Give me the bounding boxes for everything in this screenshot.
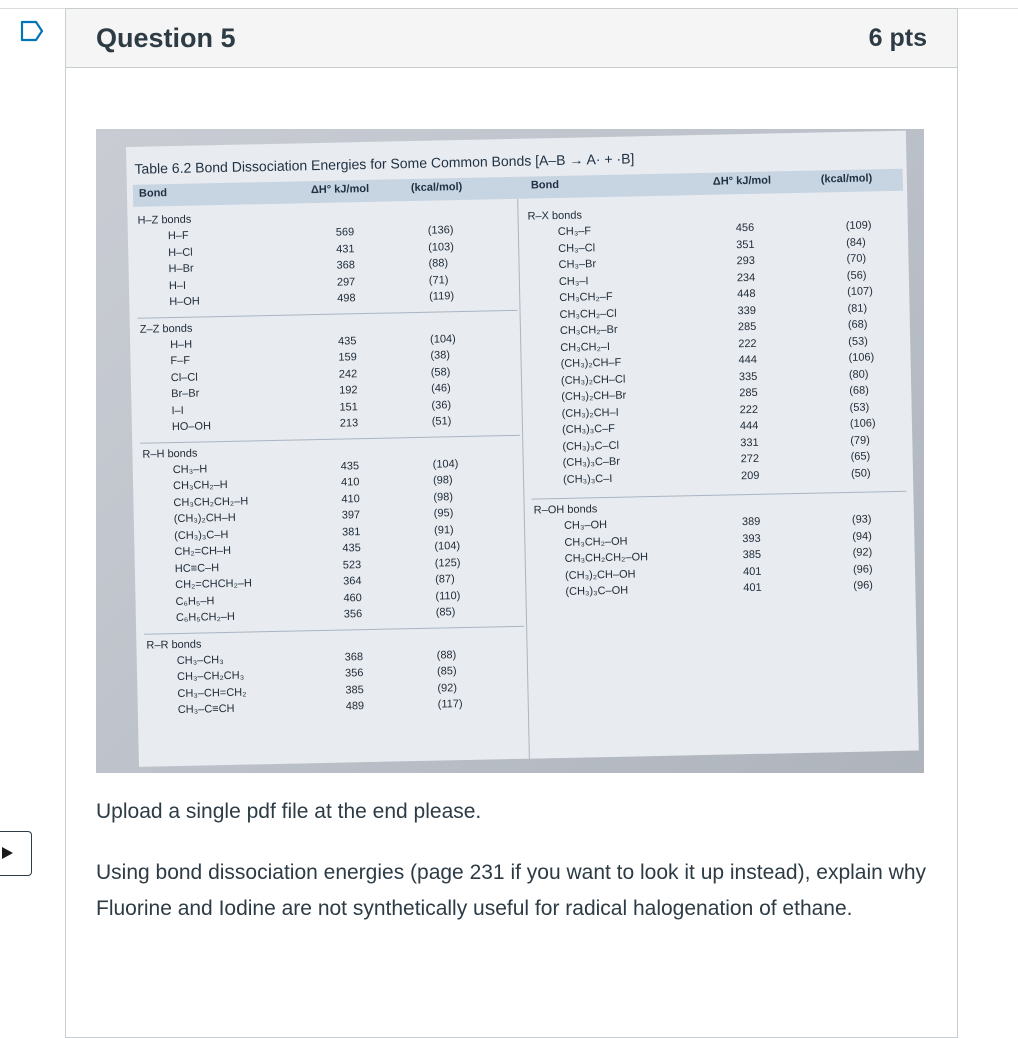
energy-kj: 401 bbox=[743, 581, 762, 595]
energy-kcal: (36) bbox=[431, 398, 452, 412]
energy-kj: 456 bbox=[735, 221, 755, 235]
energy-kcal: (65) bbox=[850, 450, 871, 463]
upload-instruction: Upload a single pdf file at the end please. bbox=[96, 800, 482, 823]
bond-name: CH₂=CH–H bbox=[174, 544, 232, 559]
energy-kj: 339 bbox=[737, 304, 757, 317]
energy-kcal: (109) bbox=[845, 219, 872, 232]
energy-kj: 297 bbox=[336, 275, 356, 289]
question-card bbox=[65, 8, 958, 1038]
question-text: Using bond dissociation energies (page 231 if you want to look it up instead), explain why Fluorine and Iodine are not synthetically useful for radical halogenation of ethane. bbox=[96, 861, 927, 920]
question-header bbox=[66, 9, 957, 68]
question-title: Question 5 bbox=[96, 22, 236, 53]
energy-kcal: (84) bbox=[846, 236, 866, 249]
bond-name: CH₃–C≡CH bbox=[177, 702, 235, 717]
energy-kcal: (87) bbox=[435, 573, 455, 586]
bond-name: CH₃CH₂–Br bbox=[559, 323, 618, 337]
bond-name: (CH₃)₃C–Cl bbox=[562, 439, 620, 453]
bond-name: C₆H₅CH₂–H bbox=[175, 610, 235, 625]
section-divider bbox=[138, 309, 518, 318]
bond-name: H–F bbox=[167, 229, 189, 243]
question-points: 6 pts bbox=[868, 23, 927, 52]
table-header-cell: (kcal/mol) bbox=[820, 172, 873, 186]
energy-kcal: (98) bbox=[432, 474, 453, 487]
energy-kj: 368 bbox=[344, 650, 364, 664]
current-question-marker[interactable] bbox=[0, 831, 32, 876]
bond-name: (CH₃)₂CH–Br bbox=[561, 389, 627, 403]
energy-kcal: (119) bbox=[429, 290, 455, 303]
energy-kj: 401 bbox=[742, 565, 762, 578]
bond-name: (CH₃)₂CH–F bbox=[560, 356, 622, 370]
energy-kcal: (91) bbox=[433, 523, 454, 537]
energy-kj: 285 bbox=[739, 386, 758, 400]
energy-kcal: (50) bbox=[850, 466, 871, 480]
bond-name: (CH₃)₂CH–I bbox=[561, 406, 619, 420]
bond-name: (CH₃)₃C–Br bbox=[562, 455, 621, 469]
bond-name: (CH₃)₂CH–Cl bbox=[560, 373, 626, 387]
bond-name: CH₃CH₂–OH bbox=[564, 535, 628, 549]
energy-kcal: (88) bbox=[436, 648, 457, 662]
energy-kj: 435 bbox=[337, 334, 357, 348]
bond-name: (CH₃)₃C–F bbox=[561, 422, 616, 436]
energy-kcal: (80) bbox=[848, 368, 869, 381]
bond-name: H–H bbox=[170, 338, 193, 351]
energy-kcal: (70) bbox=[846, 252, 867, 265]
bond-name: (CH₃)₂CH–OH bbox=[564, 567, 636, 582]
table-header-cell: ΔH° kJ/mol bbox=[310, 182, 370, 197]
section-divider bbox=[140, 434, 520, 443]
energy-kcal: (56) bbox=[846, 269, 867, 282]
bond-name: CH₃–I bbox=[558, 274, 589, 288]
bond-name: CH₃CH₂–H bbox=[172, 478, 228, 493]
energy-kj: 393 bbox=[742, 532, 761, 545]
section-label: R–R bonds bbox=[146, 638, 202, 652]
energy-kj: 335 bbox=[738, 370, 758, 383]
energy-kj: 431 bbox=[336, 242, 355, 256]
bond-name: I–I bbox=[171, 404, 184, 417]
energy-kj: 410 bbox=[341, 492, 360, 506]
energy-kj: 498 bbox=[337, 292, 356, 305]
energy-kcal: (94) bbox=[852, 529, 872, 543]
bond-name: F–F bbox=[170, 354, 191, 368]
table-header-cell: (kcal/mol) bbox=[410, 180, 463, 195]
bond-name: (CH₃)₂CH–H bbox=[173, 511, 236, 526]
energy-kcal: (104) bbox=[429, 332, 456, 346]
section-label: R–H bonds bbox=[142, 447, 198, 461]
energy-kcal: (117) bbox=[437, 698, 463, 711]
bond-name: (CH₃)₃C–OH bbox=[565, 584, 629, 598]
energy-kcal: (103) bbox=[428, 240, 454, 254]
energy-kj: 489 bbox=[345, 700, 365, 713]
energy-kj: 364 bbox=[343, 575, 362, 588]
bond-name: CH₃–OH bbox=[563, 519, 608, 532]
table-title: Table 6.2 Bond Dissociation Energies for Some Common Bonds [A–B → A· + ·B] bbox=[134, 150, 635, 177]
column-divider bbox=[517, 199, 530, 759]
energy-kcal: (125) bbox=[434, 556, 461, 570]
energy-kj: 222 bbox=[739, 403, 759, 416]
energy-kj: 523 bbox=[342, 558, 362, 572]
table-photo bbox=[96, 129, 924, 773]
bond-name: Br–Br bbox=[171, 387, 200, 401]
bookmark-flag-icon[interactable] bbox=[20, 20, 44, 42]
energy-kcal: (38) bbox=[430, 349, 451, 362]
energy-kj: 435 bbox=[340, 459, 360, 473]
table-header-cell: Bond bbox=[530, 178, 560, 192]
energy-kcal: (51) bbox=[431, 415, 452, 428]
bond-name: CH₃–H bbox=[172, 462, 208, 476]
bond-name: CH₃CH₂–Cl bbox=[559, 307, 617, 321]
bond-name: CH₃CH₂–F bbox=[559, 290, 613, 304]
energy-kj: 222 bbox=[738, 337, 757, 350]
energy-kcal: (110) bbox=[435, 589, 461, 603]
energy-kj: 410 bbox=[340, 476, 360, 489]
energy-kj: 209 bbox=[740, 469, 760, 482]
bond-name: Cl–Cl bbox=[170, 371, 198, 384]
energy-kj: 460 bbox=[343, 591, 362, 605]
energy-kj: 151 bbox=[339, 400, 358, 414]
energy-kcal: (96) bbox=[853, 579, 874, 592]
table-header-cell: ΔH° kJ/mol bbox=[712, 174, 772, 188]
bond-name: (CH₃)₃C–I bbox=[562, 472, 613, 486]
energy-kj: 213 bbox=[339, 417, 359, 430]
energy-kj: 234 bbox=[736, 271, 756, 284]
current-question-arrow-icon bbox=[2, 847, 13, 859]
bond-name: H–I bbox=[168, 279, 187, 292]
energy-kj: 331 bbox=[740, 436, 759, 449]
textbook-page bbox=[126, 131, 919, 767]
energy-kcal: (58) bbox=[430, 365, 451, 379]
energy-kj: 389 bbox=[741, 515, 761, 529]
bond-name: CH₃–Br bbox=[558, 258, 597, 271]
energy-kcal: (104) bbox=[434, 540, 461, 553]
energy-kj: 242 bbox=[338, 367, 358, 381]
bond-name: HO–OH bbox=[171, 420, 212, 434]
energy-kj: 285 bbox=[737, 320, 757, 334]
energy-kcal: (93) bbox=[851, 513, 872, 526]
energy-kj: 356 bbox=[344, 667, 364, 680]
energy-kj: 444 bbox=[739, 419, 759, 433]
energy-kj: 385 bbox=[345, 683, 364, 697]
bond-name: CH₃–CH=CH₂ bbox=[177, 686, 247, 700]
energy-kcal: (53) bbox=[848, 335, 868, 348]
energy-kj: 351 bbox=[736, 238, 755, 251]
bond-name: CH₃CH₂–I bbox=[560, 340, 611, 354]
bond-name: CH₃CH₂CH₂–H bbox=[173, 495, 249, 509]
energy-kcal: (92) bbox=[437, 681, 458, 695]
bond-name: CH₃–CH₃ bbox=[176, 653, 224, 667]
energy-kcal: (104) bbox=[432, 457, 459, 471]
bond-name: C₆H₅–H bbox=[175, 594, 215, 608]
energy-kcal: (136) bbox=[427, 224, 454, 237]
bond-name: CH₃–CH₂CH₃ bbox=[176, 669, 245, 684]
bond-name: CH₃–F bbox=[557, 225, 592, 238]
energy-kcal: (96) bbox=[852, 562, 873, 576]
energy-kcal: (85) bbox=[435, 606, 456, 619]
section-label: H–Z bonds bbox=[137, 213, 192, 227]
energy-kcal: (107) bbox=[847, 285, 874, 298]
energy-kcal: (79) bbox=[850, 433, 870, 447]
energy-kcal: (71) bbox=[428, 273, 449, 287]
energy-kj: 448 bbox=[737, 287, 756, 301]
energy-kj: 192 bbox=[339, 384, 358, 397]
bond-name: H–Br bbox=[168, 262, 194, 276]
energy-kj: 397 bbox=[341, 509, 361, 522]
bond-name: (CH₃)₃C–H bbox=[174, 528, 229, 542]
section-divider bbox=[531, 491, 906, 500]
energy-kj: 293 bbox=[736, 254, 756, 268]
bond-name: CH₃CH₂CH₂–OH bbox=[564, 551, 649, 565]
energy-kcal: (81) bbox=[847, 302, 868, 315]
energy-kcal: (46) bbox=[431, 382, 451, 395]
table-header-cell: Bond bbox=[138, 187, 168, 200]
energy-kj: 435 bbox=[342, 542, 361, 555]
energy-kj: 385 bbox=[742, 548, 762, 562]
energy-kj: 159 bbox=[338, 351, 357, 364]
energy-kcal: (53) bbox=[849, 400, 870, 414]
energy-kcal: (95) bbox=[433, 507, 454, 520]
section-label: R–X bonds bbox=[527, 209, 583, 223]
energy-kcal: (85) bbox=[436, 665, 457, 678]
energy-kj: 356 bbox=[343, 608, 363, 621]
section-label: Z–Z bonds bbox=[139, 322, 193, 336]
energy-kj: 368 bbox=[336, 259, 356, 272]
bond-name: H–OH bbox=[169, 295, 200, 309]
energy-kj: 444 bbox=[738, 353, 758, 367]
section-divider bbox=[144, 625, 524, 634]
bond-name: CH₂=CHCH₂–H bbox=[175, 577, 252, 592]
energy-kcal: (98) bbox=[433, 490, 454, 504]
energy-kcal: (106) bbox=[849, 417, 876, 430]
energy-kj: 569 bbox=[335, 226, 355, 239]
bond-name: H–Cl bbox=[168, 246, 193, 259]
energy-kj: 381 bbox=[341, 525, 361, 539]
energy-kj: 272 bbox=[740, 452, 760, 466]
section-label: R–OH bonds bbox=[533, 503, 598, 517]
energy-kcal: (68) bbox=[849, 384, 869, 397]
energy-kcal: (106) bbox=[848, 351, 875, 364]
energy-kcal: (68) bbox=[847, 318, 868, 331]
energy-kcal: (92) bbox=[852, 546, 873, 559]
bond-name: HC≡C–H bbox=[174, 561, 220, 575]
energy-kcal: (88) bbox=[428, 257, 449, 270]
bond-name: CH₃–Cl bbox=[558, 241, 596, 255]
